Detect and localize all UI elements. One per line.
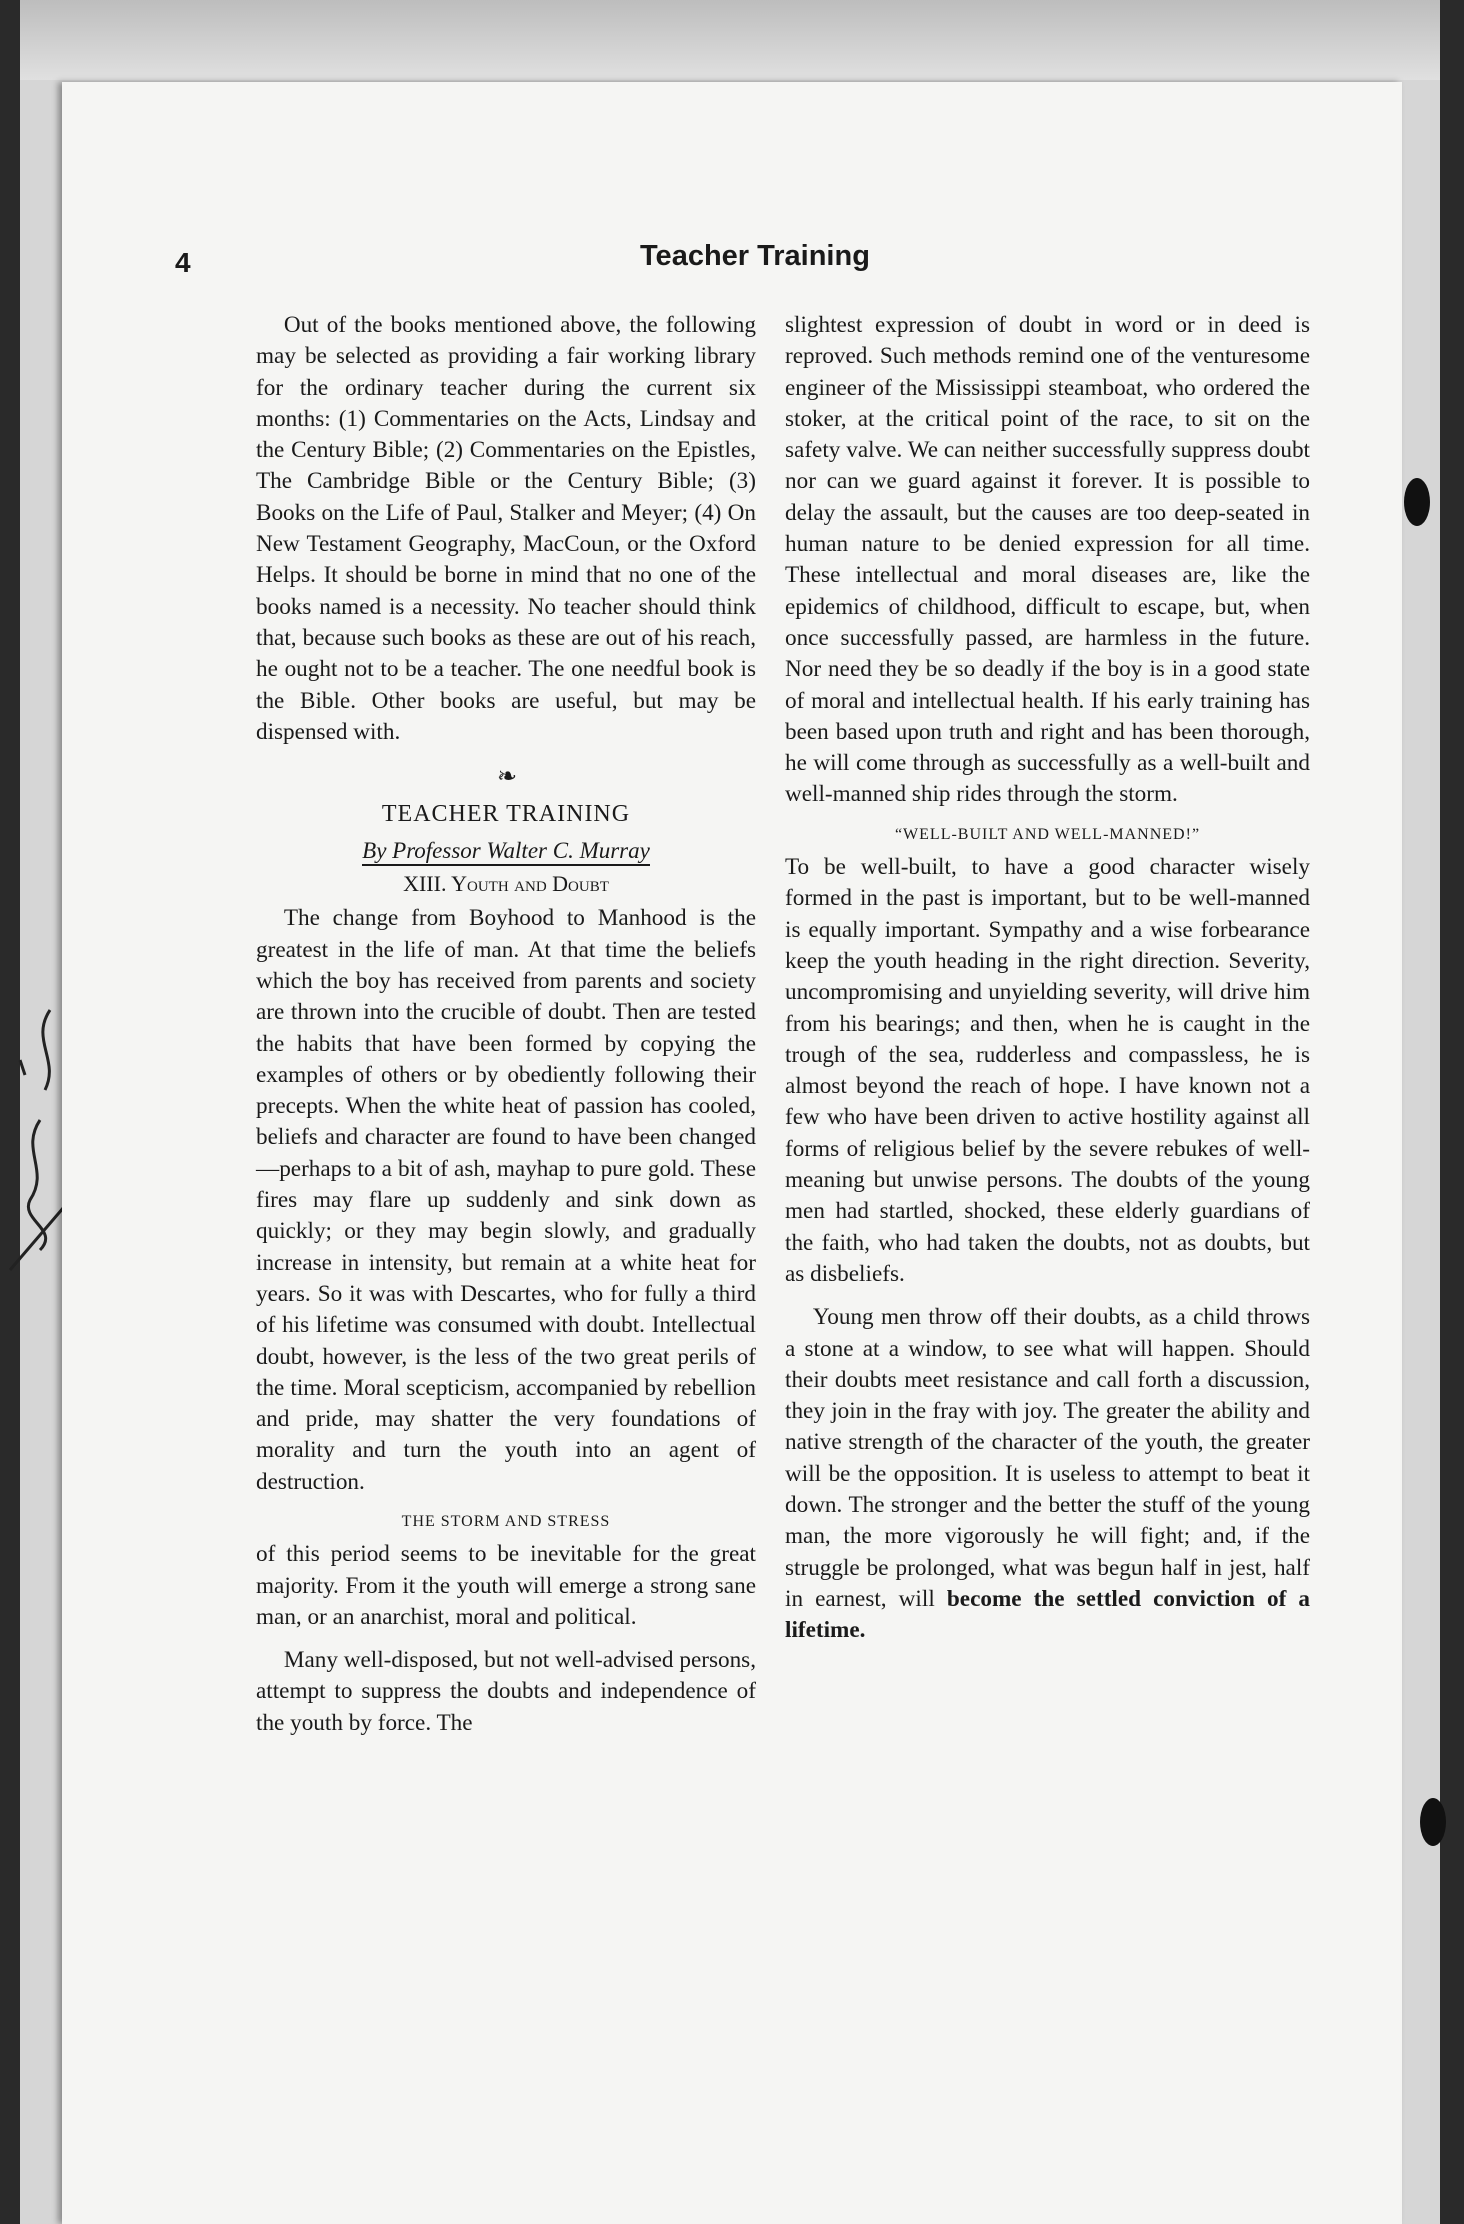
running-title: Teacher Training bbox=[640, 240, 870, 272]
right-column bbox=[785, 310, 1310, 1646]
subhead-well-built: “WELL-BUILT AND WELL-MANNED!” bbox=[894, 825, 1201, 843]
article-paragraph-1: The change from Boyhood to Manhood is the greatest in the life of man. At that time the beliefs which the boy has received from parents and society are thrown into the crucible of doubt. Then are tested the habits that have been formed by copying the examples of others or by obediently following their precepts. When the white heat of passion has cooled, beliefs and character are found to have been changed—perhaps to a bit of ash, mayhap to pure gold. These fires may flare up suddenly and sink down as quickly; or they may begin slowly, and gradually increase in intensity, but remain at a white heat for years. So it was with Descartes, who for fully a third of his lifetime was consumed with doubt. Intellectual doubt, however, is the less of the two great perils of the time. Moral scepticism, accompanied by rebellion and pride, may shatter the very foundations of morality and turn the youth into an agent of destruction. bbox=[256, 905, 756, 1495]
article-paragraph-6 bbox=[785, 1302, 1310, 1646]
article-title: TEACHER TRAINING bbox=[381, 801, 631, 828]
article-paragraph-3: Many well-disposed, but not well-advised persons, attempt to suppress the doubts and independence of the youth by force. The bbox=[256, 1647, 756, 1736]
byline bbox=[256, 835, 756, 866]
binding-hole-top bbox=[1404, 478, 1430, 526]
chapter-heading: XIII. Youth and Doubt bbox=[403, 871, 609, 897]
article-paragraph-4: slightest expression of doubt in word or in deed is reproved. Such methods remind one of the venturesome engineer of the Mississippi steamboat, who ordered the stoker, at the critical point of the race, to sit on the safety valve. We can neither successfully suppress doubt nor can we guard against it forever. It is possible to delay the assault, but the causes are too deep-seated in human nature to be denied expression for all time. These intellectual and moral diseases are, like the epidemics of childhood, difficult to escape, but, when once successfully passed, are harmless in the future. Nor need they be so deadly if the boy is in a good state of moral and intellectual health. If his early training has been based upon truth and right and has been thorough, he will come through as successfully as a well-built and well-manned ship rides through the storm. bbox=[785, 312, 1310, 808]
article-paragraph-6-end: become the settled conviction of a lifetime. bbox=[785, 1585, 1311, 1644]
article-paragraph-5: To be well-built, to have a good character wisely formed in the past is important, but to be well-manned is equally important. Sympathy and a wise forbearance keep the youth heading in the right direction. Severity, uncompromising and unyielding severity, will drive him from his bearings; and then, when he is caught in the trough of the sea, rudderless and compassless, he is almost beyond the reach of hope. I have known not a few who have been driven to active hostility against all forms of religious belief by the severe rebukes of well-meaning but unwise persons. The doubts of the young men had startled, shocked, these elderly guardians of the faith, who had taken the doubts, not as doubts, but as disbeliefs. bbox=[785, 854, 1310, 1287]
page-edge-shadow bbox=[20, 0, 1440, 80]
page-number: 4 bbox=[175, 247, 191, 278]
byline-text: By Professor Walter C. Murray bbox=[362, 838, 650, 866]
binding-hole-bottom bbox=[1420, 1798, 1446, 1846]
intro-paragraph: Out of the books mentioned above, the following may be selected as providing a fair working library for the ordinary teacher during the current six months: (1) Commentaries on the Acts, Lindsay and the Century Bible; (2) Commentaries on the Epistles, The Cambridge Bible or the Century Bible; (3) Books on the Life of Paul, Stalker and Meyer; (4) On New Testament Geography, MacCoun, or the Oxford Helps. It should be borne in mind that no one of the books named is a necessity. No teacher should think that, because such books as these are out of his reach, he ought not to be a teacher. The one needful book is the Bible. Other books are useful, but may be dispensed with. bbox=[256, 312, 756, 745]
left-column bbox=[256, 310, 756, 1739]
ornament: ❧ bbox=[496, 764, 516, 791]
article-paragraph-2: of this period seems to be inevitable for the great majority. From it the youth will emerge a strong sane man, or an anarchist, moral and political. bbox=[256, 1541, 756, 1630]
article-paragraph-6-text: Young men throw off their doubts, as a child throws a stone at a window, to see what will happen. Should their doubts meet resistance and call forth a discussion, they join in the fray with joy. The greater the ability and native strength of the character of the youth, the greater will be the opposition. It is useless to attempt to beat it down. The stronger and the better the stuff of the young man, the more vigorously he will fight; and, if the struggle be prolonged, what was begun half in jest, half in earnest, will bbox=[785, 1304, 1310, 1612]
subhead-storm-and-stress: THE STORM AND STRESS bbox=[401, 1512, 611, 1530]
